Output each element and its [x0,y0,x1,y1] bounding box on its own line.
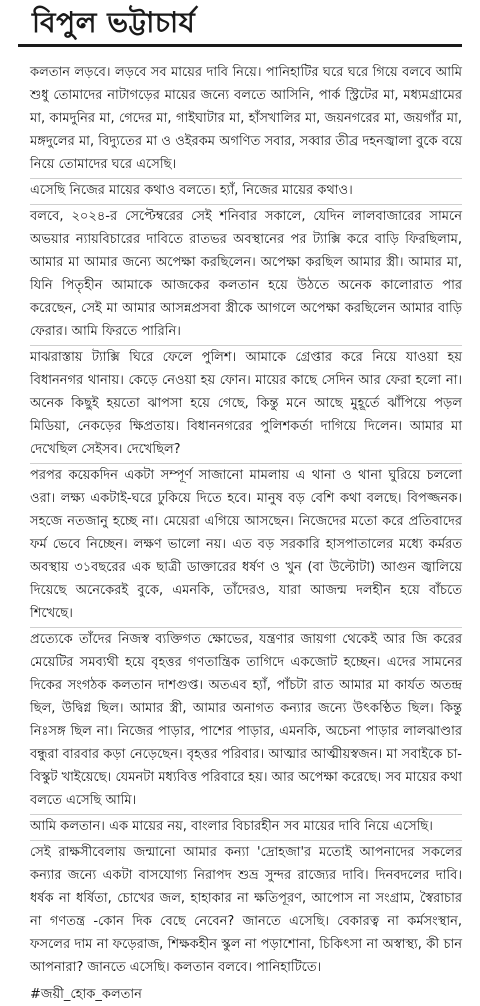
paragraph-5: পরপর কয়েকদিন একটা সম্পূর্ণ সাজানো মামলায় এ থানা ও থানা ঘুরিয়ে চললো ওরা। লক্ষ্য একটাই-ঘরে ঢুকিয়ে দিতে হবে। মানুষ বড় বেশি কথা বলছে। বিপজ্জনক। সহজে নতজানু হচ্ছে না। মেয়েরা এগিয়ে আসছেন। নিজেদের মতো করে প্রতিবাদের ফর্ম ভেবে নিচ্ছেন। লক্ষণ ভালো নয়। এত বড় সরকারি হাসপাতালের মধ্যে কর্মরত অবস্থায় ৩১বছরের এক ছাত্রী ডাক্তারের ধর্ষণ ও খুন (বা উল্টোটা) আগুন জ্বালিয়ে দিয়েছে অনেকেরই বুকে, এমনকি, তাঁদেরও, যারা আজন্ম দলহীন হয়ে বাঁচতে শিখেছে। [30,464,462,628]
paragraph-6: প্রত্যেকে তাঁদের নিজস্ব ব্যক্তিগত ক্ষোভের, যন্ত্রণার জায়গা থেকেই আর জি করের মেয়েটির সমব্যথী হয়ে বৃহত্তর গণতান্ত্রিক তাগিদে একজোট হচ্ছেন। এদের সামনের দিকের সংগঠক কলতান দাশগুপ্ত। অতএব হ্যাঁ, পাঁচটা রাত আমার মা কার্যত অতন্দ্র ছিল, উদ্বিগ্ন ছিল। আমার স্ত্রী, আমার অনাগত কন্যার জন্যে উৎকণ্ঠিত ছিল। কিন্তু নিঃসঙ্গ ছিল না। নিজের পাড়ার, পাশের পাড়ার, এমনকি, অচেনা পাড়ার লালঝাণ্ডার বন্ধুরা বারবার কড়া নেড়েছেন। বৃহত্তর পরিবার। আত্মার আত্মীয়স্বজন। মা সবাইকে চা-বিস্কুট খাইয়েছে। যেমনটা মধ্যবিত্ত পরিবারে হয়। আর অপেক্ষা করেছে। সব মায়ের কথা বলতে এসেছি আমি। [30,628,462,815]
paragraph-2: এসেছি নিজের মায়ের কথাও বলতে। হ্যাঁ, নিজের মায়ের কথাও। [30,179,462,205]
paragraph-7: আমি কলতান। এক মায়ের নয়, বাংলার বিচারহীন সব মায়ের দাবি নিয়ে এসেছি। [30,815,462,841]
title-divider [18,44,462,47]
paragraph-3: বলবে, ২০২৪-র সেপ্টেম্বরের সেই শনিবার সকালে, যেদিন লালবাজারের সামনে অভয়ার ন্যায়বিচারের দাবিতে রাতভর অবস্থানের পর ট্যাক্সি করে বাড়ি ফিরছিলাম, আমার মা আমার জন্যে অপেক্ষা করছিলেন। অপেক্ষা করছিল আমার স্ত্রী। আমার মা, যিনি পিতৃহীন আমাকে আজকের কলতান হয়ে উঠতে অনেক কালোরাত পার করেছেন, সেই মা আমার আসন্নপ্রসবা স্ত্রীকে আগলে অপেক্ষা করছিলেন আমার বাড়ি ফেরার। আমি ফিরতে পারিনি। [30,205,462,346]
paragraph-4: মাঝরাস্তায় ট্যাক্সি ঘিরে ফেলে পুলিশ। আমাকে গ্রেপ্তার করে নিয়ে যাওয়া হয় বিধাননগর থানায়। কেড়ে নেওয়া হয় ফোন। মায়ের কাছে সেদিন আর ফেরা হলো না। অনেক কিছুই হয়তো ঝাপসা হয়ে গেছে, কিন্তু মনে আছে মুহূর্তে ঝাঁপিয়ে পড়ল মিডিয়া, নেকড়ের ক্ষিপ্রতায়। বিধাননগরের পুলিশকর্তা দাগিয়ে দিলেন। আমার মা দেখেছিল সেইসব। দেখেছিল? [30,346,462,464]
author-title: বিপুল ভট্টাচার্য [32,6,196,39]
paragraph-1: কলতান লড়বে। লড়বে সব মায়ের দাবি নিয়ে। পানিহাটির ঘরে ঘরে গিয়ে বলবে আমি শুধু তোমাদের নাটাগড়ের মায়ের জন্যে বলতে আসিনি, পার্ক স্ট্রিটের মা, মধ্যমগ্রামের মা, কামদুনির মা, গেদের মা, গাইঘাটার মা, হাঁসখালির মা, জয়নগরের মা, জয়গাঁর মা, মঙ্গদুলের মা, বিদ্যুতের মা ও ওইরকম অগণিত সবার, সব্বার তীব্র দহনজ্বালা বুকে বয়ে নিয়ে তোমাদের ঘরে এসেছি। [30,61,462,179]
paragraph-8: সেই রাক্ষসীবেলায় জন্মানো আমার কন্যা 'দ্রোহজা'র মতোই আপনাদের সকলের কন্যার জন্যে একটা বাসযোগ্য নিরাপদ শুভ্র সুন্দর রাজ্যের দাবি। দিনবদলের দাবি। ধর্ষক না ধর্ষিতা, চোখের জল, হাহাকার না ক্ষতিপূরণ, আপোস না সংগ্রাম, স্বৈরাচার না গণতন্ত্র -কোন দিক বেছে নেবেন? জানতে এসেছি। বেকারত্ব না কর্মসংস্থান, ফসলের দাম না ফড়েরাজ, শিক্ষকহীন স্কুল না পড়াশোনা, চিকিৎসা না অস্বাস্থ্য, কী চান আপনারা? জানতে এসেছি। কলতান বলবে। পানিহাটিতে। [30,845,462,975]
article-body [30,61,462,981]
hashtag[interactable]: #জয়ী_হোক_কলতান [30,987,142,1002]
